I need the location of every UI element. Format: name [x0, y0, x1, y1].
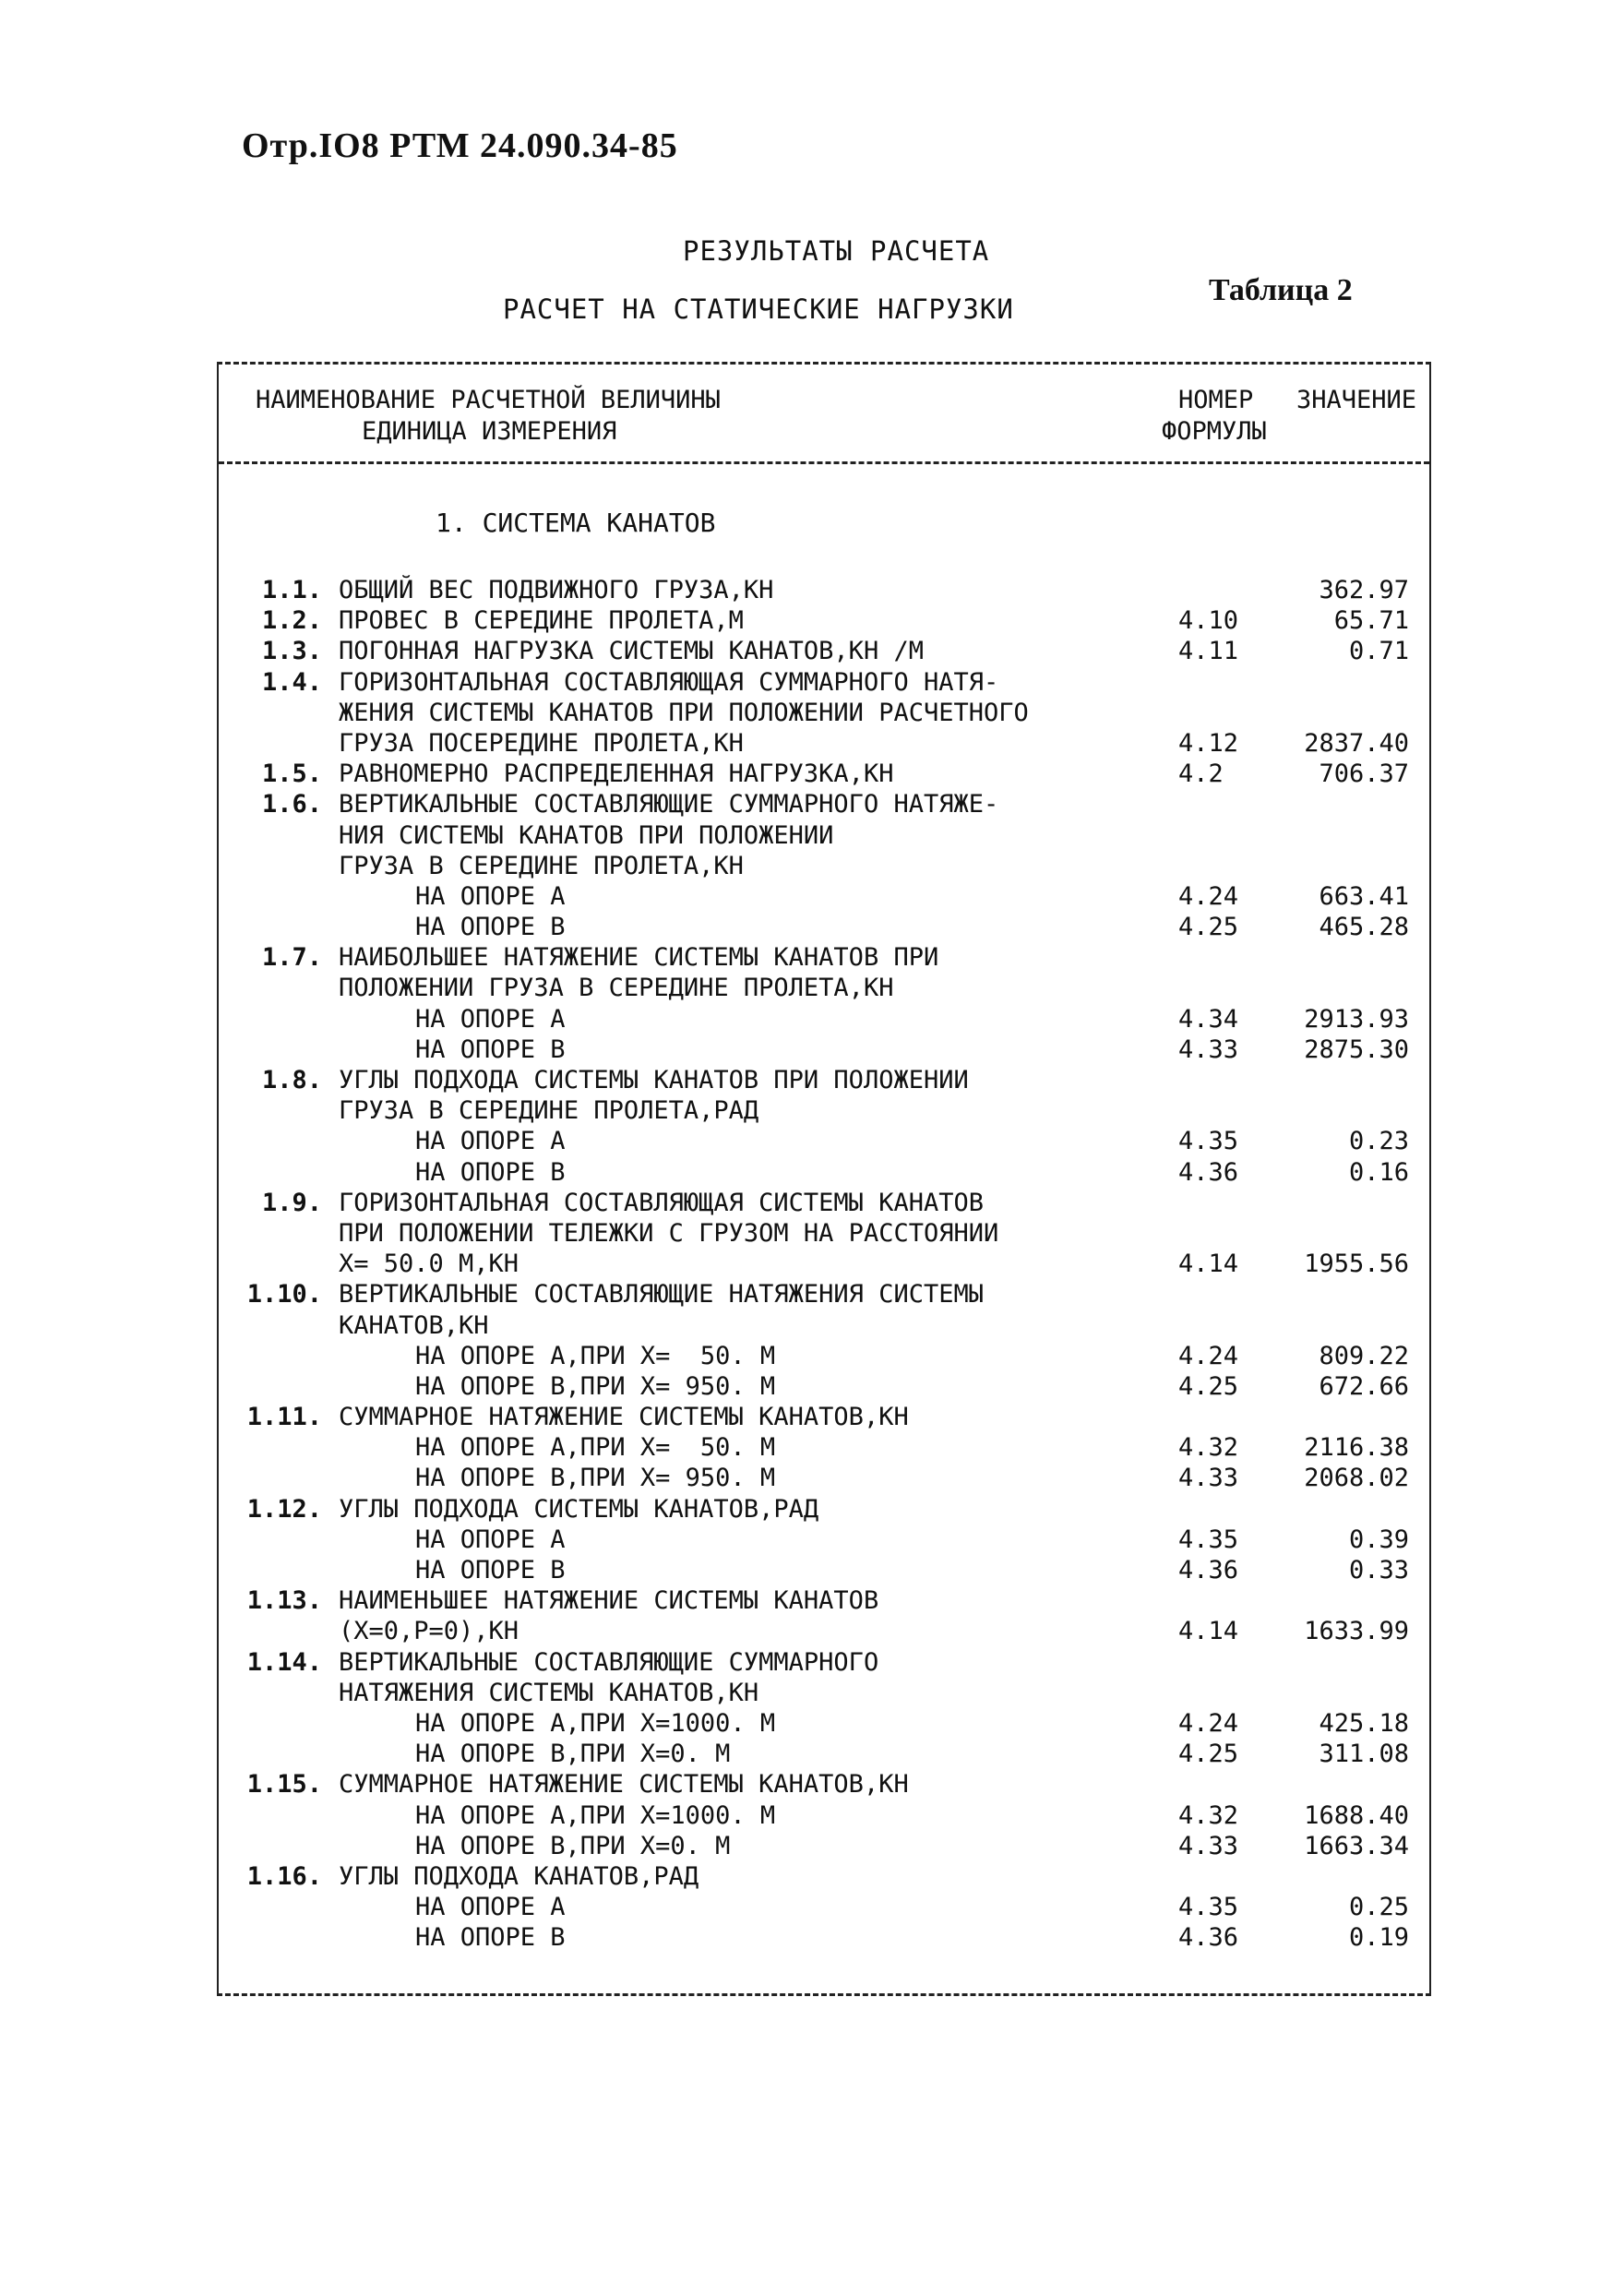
row-value: 1955.56 — [1304, 1250, 1409, 1279]
row-value: 2837.40 — [1304, 728, 1409, 758]
column-header-name-line1: НАИМЕНОВАНИЕ РАСЧЕТНОЙ ВЕЛИЧИНЫ — [256, 386, 721, 414]
row-number: 1.14. — [246, 1647, 322, 1677]
row-label: НА ОПОРЕ А,ПРИ Х= 50. М — [415, 1433, 776, 1463]
row-label: ГОРИЗОНТАЛЬНАЯ СОСТАВЛЯЮЩАЯ СИСТЕМЫ КАНАТОВ — [339, 1188, 984, 1217]
row-label: ОБЩИЙ ВЕС ПОДВИЖНОГО ГРУЗА,КН — [339, 576, 774, 604]
table-row — [219, 698, 1429, 728]
row-formula: 4.11 — [1178, 637, 1239, 666]
row-number: 1.15. — [246, 1770, 322, 1800]
row-value: 465.28 — [1319, 913, 1409, 942]
row-value: 1688.40 — [1304, 1800, 1409, 1830]
row-number: 1.2. — [261, 606, 322, 636]
table-row — [219, 942, 1429, 973]
row-label: НА ОПОРЕ А,ПРИ Х= 50. М — [415, 1341, 776, 1370]
row-label: КАНАТОВ,КН — [339, 1310, 489, 1340]
row-formula: 4.2 — [1178, 759, 1224, 789]
row-number: 1.13. — [246, 1586, 322, 1616]
table-row — [219, 1647, 1429, 1678]
row-number: 1.3. — [261, 637, 322, 666]
table-row — [219, 1341, 1429, 1371]
row-number: 1.5. — [261, 759, 322, 789]
row-value: 425.18 — [1319, 1708, 1409, 1738]
row-formula: 4.25 — [1178, 913, 1239, 942]
row-value: 0.33 — [1348, 1556, 1409, 1584]
row-formula: 4.24 — [1178, 1341, 1239, 1370]
row-formula: 4.33 — [1178, 1464, 1239, 1493]
table-row — [219, 1616, 1429, 1646]
row-value: 1663.34 — [1304, 1831, 1409, 1860]
table-row — [219, 1861, 1429, 1892]
column-header-formula-line2: ФОРМУЛЫ — [1162, 417, 1267, 446]
row-value: 65.71 — [1333, 606, 1409, 636]
row-label: ПРИ ПОЛОЖЕНИИ ТЕЛЕЖКИ С ГРУЗОМ НА РАССТОЯНИИ — [339, 1218, 999, 1248]
table-row — [219, 1034, 1429, 1065]
row-formula: 4.32 — [1178, 1433, 1239, 1463]
row-label: НА ОПОРЕ А — [415, 881, 566, 911]
table-row — [219, 1585, 1429, 1616]
row-label: ПОЛОЖЕНИИ ГРУЗА В СЕРЕДИНЕ ПРОЛЕТА,КН — [339, 974, 894, 1003]
row-label: СУММАРНОЕ НАТЯЖЕНИЕ СИСТЕМЫ КАНАТОВ,КН — [339, 1403, 909, 1432]
row-value: 0.25 — [1348, 1893, 1409, 1922]
row-formula: 4.33 — [1178, 1034, 1239, 1064]
table-row — [219, 1065, 1429, 1095]
row-number: 1.7. — [261, 943, 322, 973]
row-label: НАИБОЛЬШЕЕ НАТЯЖЕНИЕ СИСТЕМЫ КАНАТОВ ПРИ — [339, 943, 939, 973]
row-formula: 4.24 — [1178, 1708, 1239, 1738]
table-row — [219, 1249, 1429, 1279]
table-row — [219, 728, 1429, 759]
results-table — [217, 362, 1431, 1996]
row-formula: 4.10 — [1178, 606, 1239, 636]
row-formula: 4.25 — [1178, 1740, 1239, 1769]
section-title: 1. СИСТЕМА КАНАТОВ — [436, 508, 716, 538]
row-number: 1.16. — [246, 1861, 322, 1891]
table-row — [219, 912, 1429, 942]
table-row — [219, 1095, 1429, 1126]
row-number: 1.1. — [261, 576, 322, 604]
row-value: 1633.99 — [1304, 1617, 1409, 1646]
row-formula: 4.12 — [1178, 728, 1239, 758]
row-label: НА ОПОРЕ В — [415, 913, 566, 942]
row-label: ЖЕНИЯ СИСТЕМЫ КАНАТОВ ПРИ ПОЛОЖЕНИИ РАСЧЕТНОГО — [339, 698, 1029, 727]
table-row — [219, 667, 1429, 698]
row-label: ВЕРТИКАЛЬНЫЕ СОСТАВЛЯЮЩИЕ СУММАРНОГО — [339, 1647, 879, 1677]
row-formula: 4.36 — [1178, 1157, 1239, 1187]
table-row — [219, 1922, 1429, 1953]
row-label: НА ОПОРЕ А — [415, 1525, 566, 1554]
table-row — [219, 1769, 1429, 1800]
row-formula: 4.35 — [1178, 1127, 1239, 1156]
row-value: 0.23 — [1348, 1127, 1409, 1156]
row-label: НА ОПОРЕ А,ПРИ Х=1000. М — [415, 1800, 776, 1830]
row-label: СУММАРНОЕ НАТЯЖЕНИЕ СИСТЕМЫ КАНАТОВ,КН — [339, 1770, 909, 1800]
table-row — [219, 1279, 1429, 1309]
table-row — [219, 605, 1429, 636]
table-row — [219, 1739, 1429, 1769]
header-separator — [219, 461, 1429, 464]
page-header: Отр.IO8 РТМ 24.090.34-85 — [242, 126, 678, 165]
row-label: НА ОПОРЕ А — [415, 1127, 566, 1156]
table-row — [219, 851, 1429, 881]
row-value: 0.39 — [1348, 1525, 1409, 1554]
table-row — [219, 1555, 1429, 1585]
table-body — [219, 575, 1429, 1953]
row-formula: 4.24 — [1178, 881, 1239, 911]
table-row — [219, 1463, 1429, 1493]
row-label: НА ОПОРЕ В,ПРИ Х=0. М — [415, 1740, 731, 1769]
table-row — [219, 1188, 1429, 1218]
row-label: НА ОПОРЕ А — [415, 1893, 566, 1922]
row-label: ВЕРТИКАЛЬНЫЕ СОСТАВЛЯЮЩИЕ НАТЯЖЕНИЯ СИСТЕМЫ — [339, 1280, 984, 1309]
row-label: НА ОПОРЕ В,ПРИ Х= 950. М — [415, 1464, 776, 1493]
row-formula: 4.33 — [1178, 1831, 1239, 1860]
row-label: НАТЯЖЕНИЯ СИСТЕМЫ КАНАТОВ,КН — [339, 1678, 759, 1707]
table-row — [219, 1402, 1429, 1432]
table-row — [219, 575, 1429, 605]
table-row — [219, 636, 1429, 666]
column-header-name — [256, 385, 721, 448]
table-row — [219, 1371, 1429, 1402]
table-row — [219, 1494, 1429, 1525]
row-label: ГРУЗА В СЕРЕДИНЕ ПРОЛЕТА,РАД — [339, 1096, 759, 1126]
table-row — [219, 820, 1429, 851]
row-value: 2068.02 — [1304, 1464, 1409, 1493]
row-label: НА ОПОРЕ А — [415, 1004, 566, 1034]
row-number: 1.10. — [246, 1280, 322, 1309]
table-row — [219, 1126, 1429, 1156]
table-row — [219, 1525, 1429, 1555]
row-label: ГОРИЗОНТАЛЬНАЯ СОСТАВЛЯЮЩАЯ СУММАРНОГО НАТЯ- — [339, 667, 999, 697]
results-title: РЕЗУЛЬТАТЫ РАСЧЕТА — [683, 235, 990, 267]
row-label: УГЛЫ ПОДХОДА КАНАТОВ,РАД — [339, 1861, 699, 1891]
row-value: 663.41 — [1319, 881, 1409, 911]
table-row — [219, 973, 1429, 1003]
row-label: ВЕРТИКАЛЬНЫЕ СОСТАВЛЯЮЩИЕ СУММАРНОГО НАТЯЖЕ- — [339, 790, 999, 819]
row-value: 672.66 — [1319, 1371, 1409, 1401]
row-formula: 4.32 — [1178, 1800, 1239, 1830]
row-number: 1.6. — [261, 790, 322, 819]
row-value: 706.37 — [1319, 759, 1409, 789]
row-value: 311.08 — [1319, 1740, 1409, 1769]
row-value: 2875.30 — [1304, 1034, 1409, 1064]
row-formula: 4.14 — [1178, 1617, 1239, 1646]
table-row — [219, 1831, 1429, 1861]
row-value: 0.19 — [1348, 1923, 1409, 1953]
row-value: 362.97 — [1319, 576, 1409, 604]
row-label: ГРУЗА ПОСЕРЕДИНЕ ПРОЛЕТА,КН — [339, 728, 744, 758]
row-label: ПОГОННАЯ НАГРУЗКА СИСТЕМЫ КАНАТОВ,КН /М — [339, 637, 924, 666]
row-label: Х= 50.0 М,КН — [339, 1250, 519, 1279]
row-label: РАВНОМЕРНО РАСПРЕДЕЛЕННАЯ НАГРУЗКА,КН — [339, 759, 894, 789]
row-label: НА ОПОРЕ В — [415, 1923, 566, 1953]
row-formula: 4.35 — [1178, 1525, 1239, 1554]
row-label: (Х=0,Р=0),КН — [339, 1617, 519, 1646]
row-number: 1.8. — [261, 1066, 322, 1094]
row-label: НА ОПОРЕ А,ПРИ Х=1000. М — [415, 1708, 776, 1738]
table-row — [219, 1432, 1429, 1463]
row-label: НИЯ СИСТЕМЫ КАНАТОВ ПРИ ПОЛОЖЕНИИ — [339, 820, 834, 850]
row-number: 1.9. — [261, 1188, 322, 1217]
table-row — [219, 1892, 1429, 1922]
table-row — [219, 1218, 1429, 1249]
row-label: УГЛЫ ПОДХОДА СИСТЕМЫ КАНАТОВ ПРИ ПОЛОЖЕНИИ — [339, 1066, 969, 1094]
row-label: ГРУЗА В СЕРЕДИНЕ ПРОЛЕТА,КН — [339, 851, 744, 880]
table-row — [219, 759, 1429, 789]
row-formula: 4.25 — [1178, 1371, 1239, 1401]
table-row — [219, 1678, 1429, 1708]
row-formula: 4.14 — [1178, 1250, 1239, 1279]
row-label: ПРОВЕС В СЕРЕДИНЕ ПРОЛЕТА,М — [339, 606, 744, 636]
table-row — [219, 881, 1429, 912]
table-row — [219, 1708, 1429, 1739]
row-label: НА ОПОРЕ В — [415, 1034, 566, 1064]
column-header-formula — [1162, 385, 1267, 448]
row-value: 2116.38 — [1304, 1433, 1409, 1463]
row-value: 809.22 — [1319, 1341, 1409, 1370]
row-value: 0.16 — [1348, 1157, 1409, 1187]
row-label: НАИМЕНЬШЕЕ НАТЯЖЕНИЕ СИСТЕМЫ КАНАТОВ — [339, 1586, 879, 1616]
row-label: НА ОПОРЕ В — [415, 1157, 566, 1187]
row-label: НА ОПОРЕ В — [415, 1556, 566, 1584]
row-label: НА ОПОРЕ В,ПРИ Х=0. М — [415, 1831, 731, 1860]
calc-title: РАСЧЕТ НА СТАТИЧЕСКИЕ НАГРУЗКИ — [503, 293, 1014, 325]
row-formula: 4.35 — [1178, 1893, 1239, 1922]
row-number: 1.4. — [261, 667, 322, 697]
row-formula: 4.34 — [1178, 1004, 1239, 1034]
row-number: 1.11. — [246, 1403, 322, 1432]
row-label: НА ОПОРЕ В,ПРИ Х= 950. М — [415, 1371, 776, 1401]
row-value: 0.71 — [1348, 637, 1409, 666]
table-row — [219, 1310, 1429, 1341]
table-number: Таблица 2 — [1209, 273, 1353, 307]
row-value: 2913.93 — [1304, 1004, 1409, 1034]
row-number: 1.12. — [246, 1494, 322, 1524]
table-row — [219, 1800, 1429, 1831]
table-row — [219, 1157, 1429, 1188]
column-header-value: ЗНАЧЕНИЕ — [1296, 386, 1417, 414]
row-label: УГЛЫ ПОДХОДА СИСТЕМЫ КАНАТОВ,РАД — [339, 1494, 819, 1524]
row-formula: 4.36 — [1178, 1556, 1239, 1584]
table-row — [219, 1004, 1429, 1034]
row-formula: 4.36 — [1178, 1923, 1239, 1953]
column-header-formula-line1: НОМЕР — [1178, 386, 1254, 414]
column-header-unit: ЕДИНИЦА ИЗМЕРЕНИЯ — [362, 417, 617, 446]
table-row — [219, 789, 1429, 819]
